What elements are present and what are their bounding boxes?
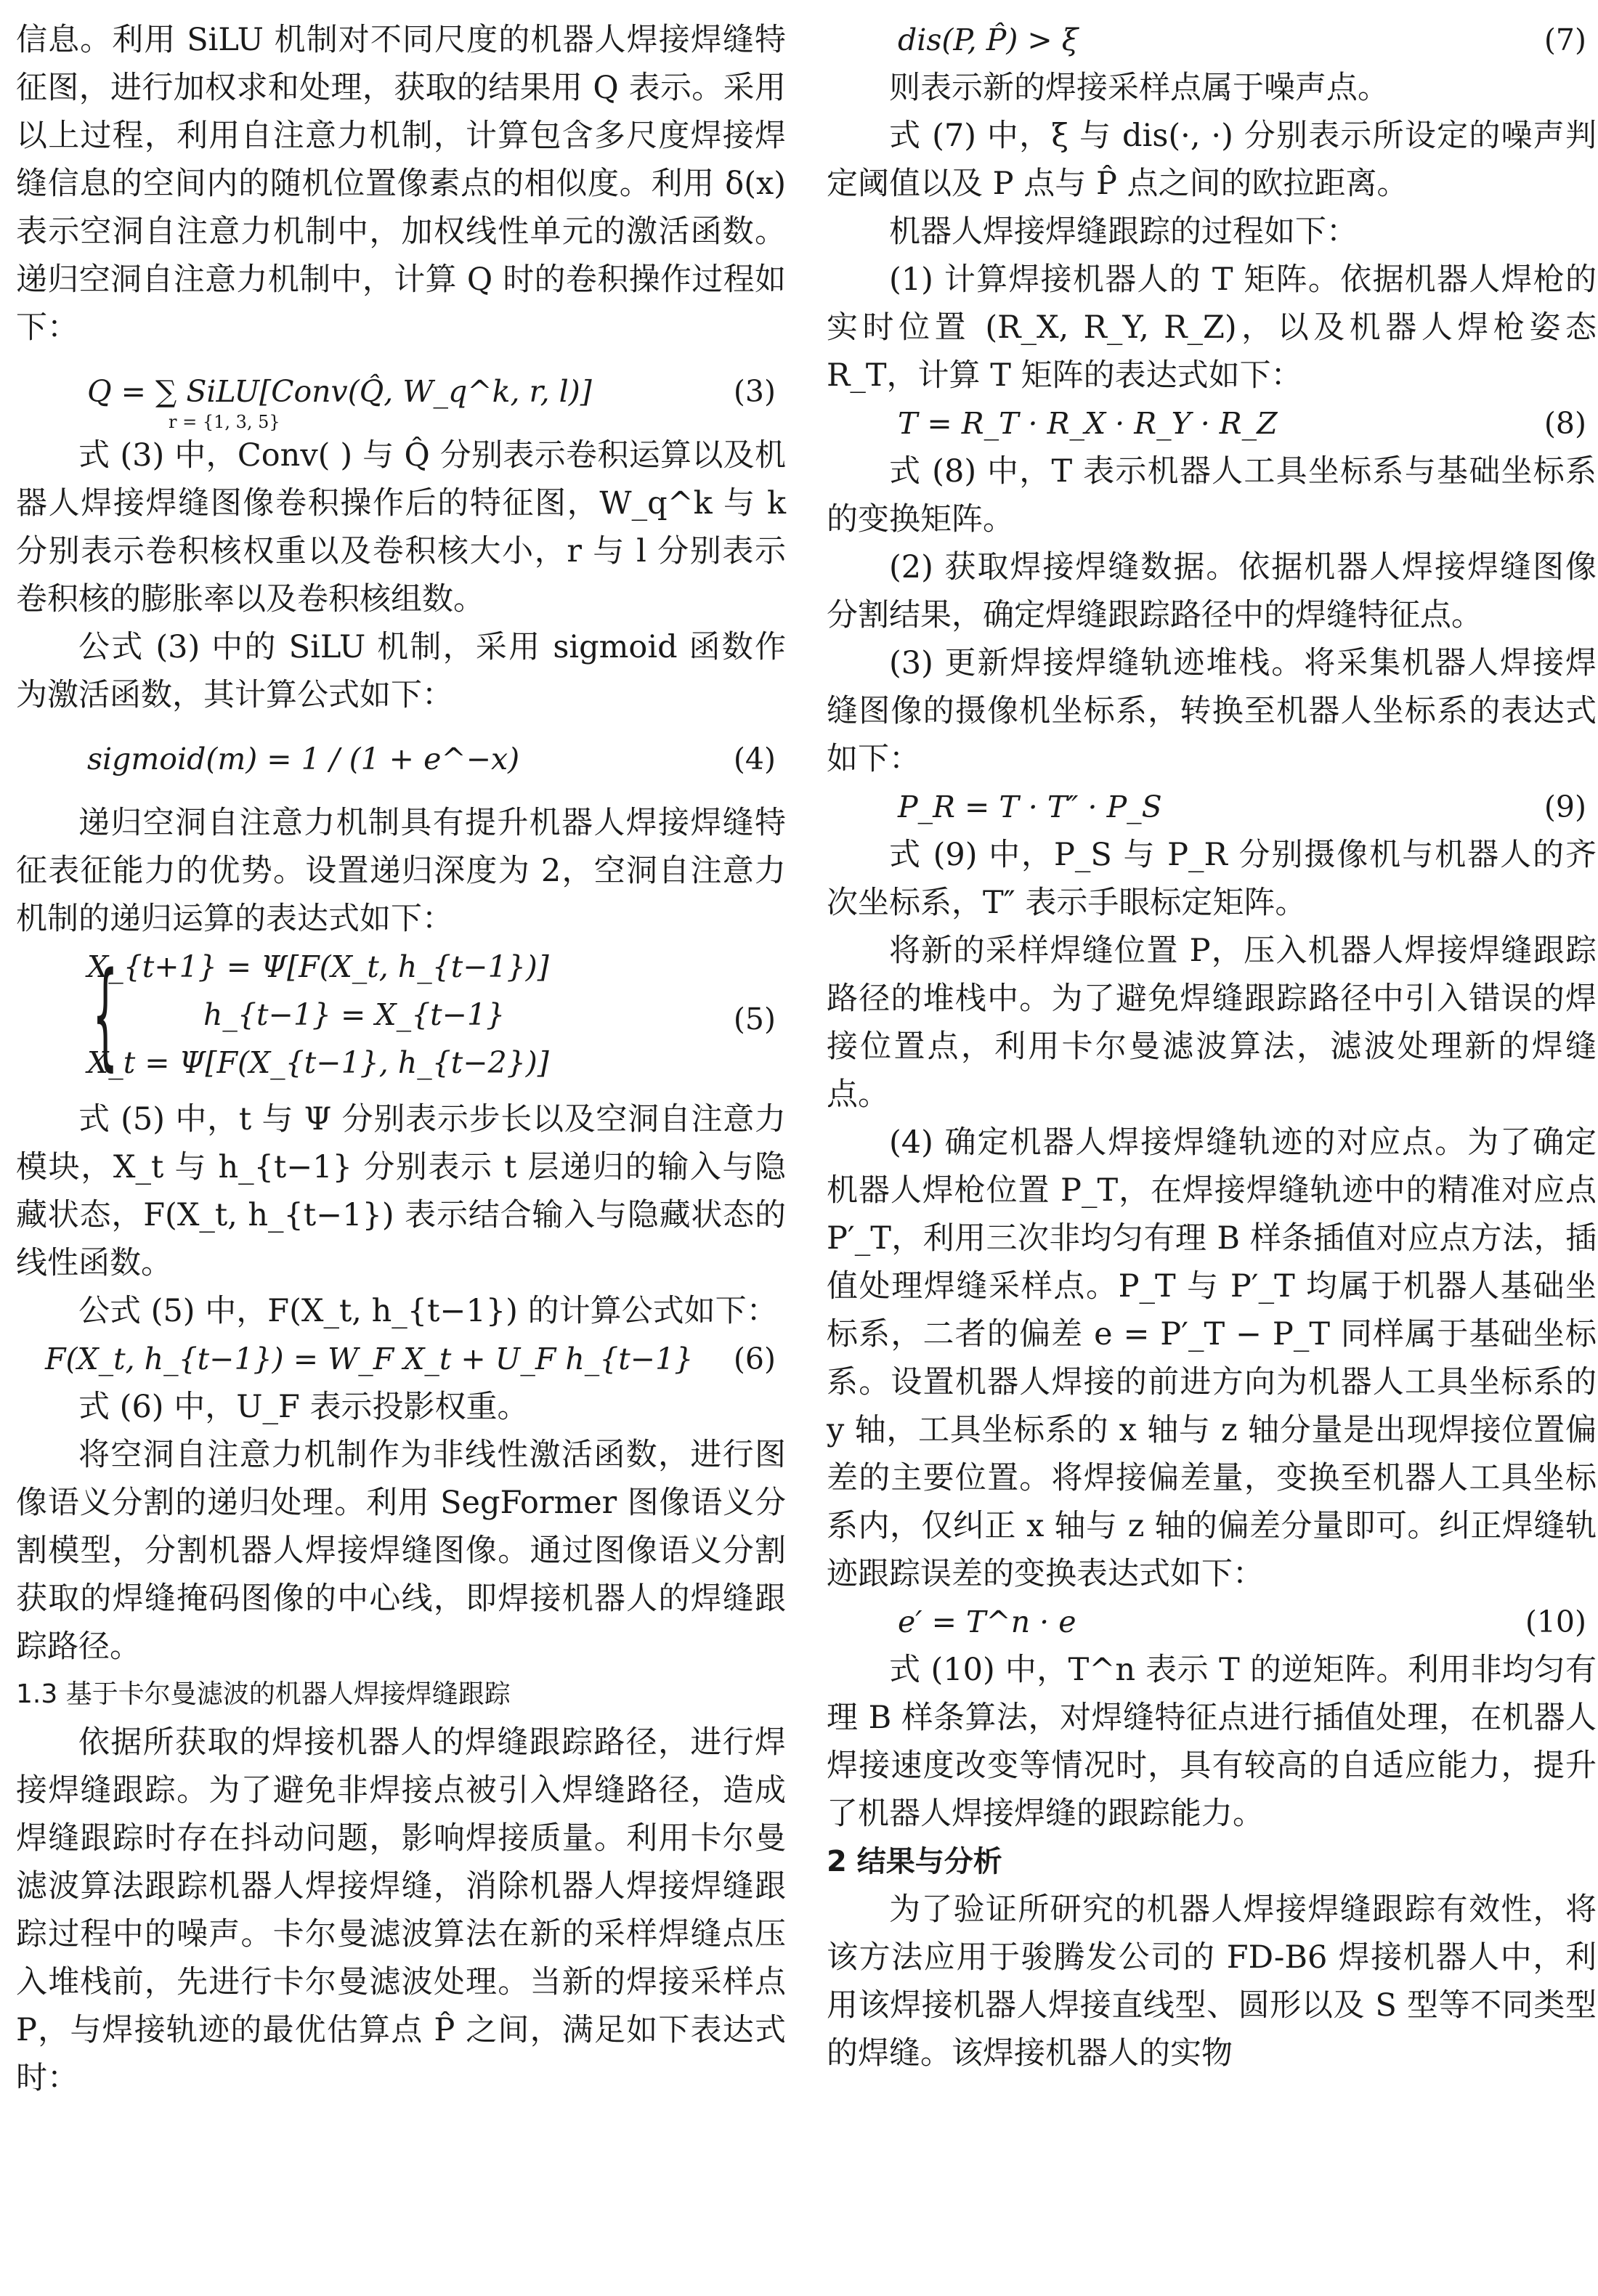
- paragraph: 式 (6) 中，U_F 表示投影权重。: [78, 1389, 529, 1425]
- section-heading: 1.3 基于卡尔曼滤波的机器人焊接焊缝跟踪: [16, 1679, 511, 1709]
- equation-10: [827, 1598, 1597, 1646]
- left-column: [16, 16, 786, 2102]
- equation-line: X_t = Ψ[F(X_{t−1}, h_{t−2})]: [87, 1045, 549, 1080]
- equation-line: h_{t−1} = X_{t−1}: [203, 997, 506, 1032]
- paragraph: 式 (8) 中，T 表示机器人工具坐标系与基础坐标系的变换矩阵。: [827, 453, 1597, 538]
- equation-number: (8): [1544, 406, 1586, 441]
- equation-body: dis(P, P̂) > ξ: [898, 23, 1079, 57]
- paragraph: 式 (9) 中，P_S 与 P_R 分别摄像机与机器人的齐次坐标系，T″ 表示手眼标定矩阵。: [827, 837, 1597, 921]
- equation-body: F(X_t, h_{t−1}) = W_F X_t + U_F h_{t−1}: [45, 1342, 694, 1376]
- equation-number: (9): [1544, 790, 1586, 824]
- equation-body: Q = ∑ SiLU[Conv(Q̂, W_q^k, r, l)]: [87, 374, 592, 409]
- equation-number: (10): [1525, 1605, 1586, 1639]
- paragraph: 式 (10) 中，T^n 表示 T 的逆矩阵。利用非均匀有理 B 样条算法，对焊缝特征点进行插值处理，在机器人焊接速度改变等情况时，具有较高的自适应能力，提升了机器人焊接焊缝的跟踪能力。: [827, 1652, 1597, 1832]
- equation-number: (3): [733, 374, 776, 409]
- equation-5: [16, 943, 786, 1095]
- paragraph: 式 (5) 中，t 与 Ψ 分别表示步长以及空洞自注意力模块，X_t 与 h_{t−1} 分别表示 t 层递归的输入与隐藏状态，F(X_t, h_{t−1}) 表示结合输入与隐藏状态的线性函数。: [16, 1101, 786, 1281]
- paragraph: (3) 更新焊接焊缝轨迹堆栈。将采集机器人焊接焊缝图像的摄像机坐标系，转换至机器人坐标系的表达式如下：: [827, 645, 1597, 777]
- equation-3: [16, 352, 786, 431]
- equation-number: (5): [733, 1002, 776, 1037]
- paragraph: 公式 (3) 中的 SiLU 机制，采用 sigmoid 函数作为激活函数，其计算公式如下：: [16, 629, 786, 713]
- paragraph: 将空洞自注意力机制作为非线性激活函数，进行图像语义分割的递归处理。利用 SegFormer 图像语义分割模型，分割机器人焊接焊缝图像。通过图像语义分割获取的焊缝掩码图像的中心线，即焊接机器人的焊缝跟踪路径。: [16, 1437, 786, 1665]
- paragraph: (4) 确定机器人焊接焊缝轨迹的对应点。为了确定机器人焊枪位置 P_T，在焊接焊缝轨迹中的精准对应点 P′_T，利用三次非均匀有理 B 样条插值对应点方法，插值处理焊缝采样点。P_T 与 P′_T 均属于机器人基础坐标系，二者的偏差 e = P′_T − P_T 同样属于基础坐标系。设置机器人焊接的前进方向为机器人工具坐标系的 y 轴，工具坐标系的 x 轴与 z 轴分量是出现焊接位置偏差的主要位置。将焊接偏差量，变换至机器人工具坐标系内，仅纠正 x 轴与 z 轴的偏差分量即可。纠正焊缝轨迹跟踪误差的变换表达式如下：: [827, 1124, 1597, 1592]
- equation-body: sigmoid(m) = 1 / (1 + e^−x): [87, 742, 520, 776]
- paragraph: 递归空洞自注意力机制具有提升机器人焊接焊缝特征表征能力的优势。设置递归深度为 2，空洞自注意力机制的递归运算的表达式如下：: [16, 805, 786, 937]
- equation-number: (4): [733, 742, 776, 776]
- equation-number: (6): [733, 1342, 776, 1376]
- equation-8: [827, 399, 1597, 447]
- equation-body: T = R_T · R_X · R_Y · R_Z: [898, 406, 1278, 441]
- brace-symbol: {: [92, 946, 118, 1082]
- paragraph: 将新的采样焊缝位置 P，压入机器人焊接焊缝跟踪路径的堆栈中。为了避免焊缝跟踪路径中引入错误的焊接位置点，利用卡尔曼滤波算法，滤波处理新的焊缝点。: [827, 933, 1597, 1113]
- paragraph: (1) 计算焊接机器人的 T 矩阵。依据机器人焊枪的实时位置 (R_X, R_Y, R_Z)，以及机器人焊枪姿态 R_T，计算 T 矩阵的表达式如下：: [827, 261, 1597, 394]
- paragraph: 为了验证所研究的机器人焊接焊缝跟踪有效性，将该方法应用于骏腾发公司的 FD-B6 焊接机器人中，利用该焊接机器人焊接直线型、圆形以及 S 型等不同类型的焊缝。该焊接机器人的实物: [827, 1891, 1597, 2072]
- paragraph: 式 (7) 中，ξ 与 dis(·, ·) 分别表示所设定的噪声判定阈值以及 P 点与 P̂ 点之间的欧拉距离。: [827, 118, 1597, 202]
- equation-system: [87, 943, 549, 1087]
- paragraph: 信息。利用 SiLU 机制对不同尺度的机器人焊接焊缝特征图，进行加权求和处理，获取的结果用 Q 表示。采用以上过程，利用自注意力机制，计算包含多尺度焊接焊缝信息的空间内的随机位置像素点的相似度。利用 δ(x) 表示空洞自注意力机制中，加权线性单元的激活函数。递归空洞自注意力机制中，计算 Q 时的卷积操作过程如下：: [16, 22, 786, 346]
- equation-6: [16, 1335, 786, 1383]
- right-column: [827, 16, 1597, 2077]
- equation-number: (7): [1544, 23, 1586, 57]
- equation-subscript: r = {1, 3, 5}: [169, 412, 280, 432]
- paragraph: 机器人焊接焊缝跟踪的过程如下：: [889, 214, 1358, 250]
- equation-body: P_R = T · T″ · P_S: [898, 790, 1162, 824]
- paragraph: 则表示新的焊接采样点属于噪声点。: [889, 70, 1389, 106]
- paragraph: (2) 获取焊接焊缝数据。依据机器人焊接焊缝图像分割结果，确定焊缝跟踪路径中的焊缝特征点。: [827, 549, 1597, 633]
- paragraph: 依据所获取的焊接机器人的焊缝跟踪路径，进行焊接焊缝跟踪。为了避免非焊接点被引入焊缝路径，造成焊缝跟踪时存在抖动问题，影响焊接质量。利用卡尔曼滤波算法跟踪机器人焊接焊缝，消除机器人焊接焊缝跟踪过程中的噪声。卡尔曼滤波算法在新的采样焊缝点压入堆栈前，先进行卡尔曼滤波处理。当新的焊接采样点 P，与焊接轨迹的最优估算点 P̂ 之间，满足如下表达式时：: [16, 1724, 786, 2096]
- section-heading: 2 结果与分析: [827, 1845, 1002, 1878]
- equation-line: X_{t+1} = Ψ[F(X_t, h_{t−1})]: [87, 949, 549, 984]
- paragraph: 公式 (5) 中，F(X_t, h_{t−1}) 的计算公式如下：: [78, 1293, 778, 1329]
- equation-4: [16, 719, 786, 799]
- equation-7: [827, 16, 1597, 64]
- equation-body: e′ = T^n · e: [898, 1605, 1076, 1639]
- equation-9: [827, 783, 1597, 831]
- paragraph: 式 (3) 中，Conv( ) 与 Q̂ 分别表示卷积运算以及机器人焊接焊缝图像卷积操作后的特征图，W_q^k 与 k 分别表示卷积核权重以及卷积核大小，r 与 l 分别表示卷积核的膨胀率以及卷积核组数。: [16, 437, 786, 617]
